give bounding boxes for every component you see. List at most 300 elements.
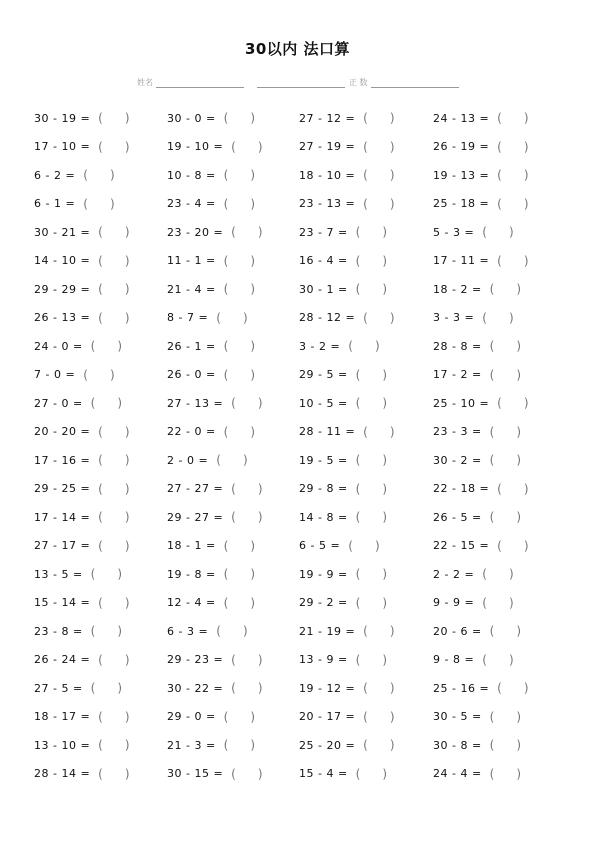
- problem-row: [0, 674, 595, 703]
- problem-expression: 3 - 2 =: [299, 339, 341, 353]
- problem-expression: 22 - 0 =: [167, 425, 216, 439]
- problem-item: [167, 275, 256, 304]
- problem-expression: 18 - 1 =: [167, 539, 216, 553]
- answer-blank[interactable]: ( ): [223, 595, 256, 610]
- problem-item: [34, 218, 130, 247]
- problem-item: [167, 532, 256, 561]
- answer-blank[interactable]: ( ): [216, 624, 249, 639]
- problem-item: [167, 560, 256, 589]
- problem-row: [0, 532, 595, 561]
- answer-blank[interactable]: ( ): [355, 766, 388, 781]
- problem-expression: 17 - 14 =: [34, 510, 91, 524]
- problem-expression: 12 - 4 =: [167, 596, 216, 610]
- problem-expression: 13 - 10 =: [34, 738, 91, 752]
- problem-item: [167, 361, 256, 390]
- answer-blank[interactable]: ( ): [216, 310, 249, 325]
- problem-expression: 5 - 3 =: [433, 225, 475, 239]
- answer-blank[interactable]: ( ): [231, 652, 264, 667]
- problem-expression: 25 - 10 =: [433, 396, 490, 410]
- answer-blank[interactable]: ( ): [231, 139, 264, 154]
- answer-blank[interactable]: ( ): [83, 168, 116, 183]
- score-label: 正 数: [349, 78, 368, 87]
- problem-expression: 17 - 11 =: [433, 254, 490, 268]
- problem-row: [0, 760, 595, 789]
- problem-expression: 24 - 0 =: [34, 339, 83, 353]
- problem-expression: 28 - 14 =: [34, 767, 91, 781]
- answer-blank[interactable]: ( ): [489, 766, 522, 781]
- problem-item: [299, 532, 380, 561]
- answer-blank[interactable]: ( ): [363, 424, 396, 439]
- problem-item: [299, 275, 388, 304]
- problem-item: [299, 304, 395, 333]
- problem-expression: 19 - 10 =: [167, 140, 224, 154]
- problem-item: [167, 161, 256, 190]
- problem-item: [299, 560, 388, 589]
- problem-item: [433, 332, 522, 361]
- answer-blank[interactable]: ( ): [223, 709, 256, 724]
- problem-item: [299, 190, 395, 219]
- problem-row: [0, 304, 595, 333]
- problem-row: [0, 104, 595, 133]
- answer-blank[interactable]: ( ): [348, 538, 381, 553]
- answer-blank[interactable]: ( ): [497, 538, 530, 553]
- problem-item: [433, 646, 514, 675]
- problem-expression: 13 - 5 =: [34, 567, 83, 581]
- answer-blank[interactable]: ( ): [216, 453, 249, 468]
- answer-blank[interactable]: ( ): [497, 253, 530, 268]
- problem-expression: 17 - 2 =: [433, 368, 482, 382]
- answer-blank[interactable]: ( ): [223, 196, 256, 211]
- problem-item: [167, 218, 263, 247]
- name-field[interactable]: [137, 74, 244, 88]
- answer-blank[interactable]: ( ): [482, 310, 515, 325]
- answer-blank[interactable]: ( ): [482, 225, 515, 240]
- problem-expression: 23 - 8 =: [34, 624, 83, 638]
- problem-expression: 19 - 12 =: [299, 681, 356, 695]
- answer-blank[interactable]: ( ): [489, 510, 522, 525]
- problem-row: [0, 361, 595, 390]
- problem-item: [167, 247, 256, 276]
- problem-item: [299, 646, 388, 675]
- problem-item: [167, 760, 263, 789]
- problem-item: [167, 190, 256, 219]
- answer-blank[interactable]: ( ): [98, 310, 131, 325]
- answer-blank[interactable]: ( ): [98, 111, 131, 126]
- answer-blank[interactable]: ( ): [223, 367, 256, 382]
- answer-blank[interactable]: ( ): [90, 396, 123, 411]
- problem-expression: 27 - 17 =: [34, 539, 91, 553]
- problem-item: [34, 104, 130, 133]
- problem-item: [167, 703, 256, 732]
- problem-item: [433, 133, 529, 162]
- problem-expression: 17 - 16 =: [34, 453, 91, 467]
- problem-item: [433, 218, 514, 247]
- problem-expression: 30 - 21 =: [34, 225, 91, 239]
- problem-expression: 30 - 2 =: [433, 453, 482, 467]
- problem-expression: 9 - 8 =: [433, 653, 475, 667]
- answer-blank[interactable]: ( ): [497, 681, 530, 696]
- answer-blank[interactable]: ( ): [489, 339, 522, 354]
- problem-item: [34, 161, 115, 190]
- problem-row: [0, 475, 595, 504]
- problem-item: [433, 731, 522, 760]
- problem-expression: 25 - 16 =: [433, 681, 490, 695]
- problem-expression: 29 - 0 =: [167, 710, 216, 724]
- answer-blank[interactable]: ( ): [98, 424, 131, 439]
- problem-row: [0, 446, 595, 475]
- answer-blank[interactable]: ( ): [98, 595, 131, 610]
- problem-item: [299, 218, 388, 247]
- answer-blank[interactable]: ( ): [355, 510, 388, 525]
- problem-expression: 29 - 2 =: [299, 596, 348, 610]
- answer-blank[interactable]: ( ): [83, 367, 116, 382]
- problem-expression: 20 - 20 =: [34, 425, 91, 439]
- problem-item: [299, 674, 395, 703]
- answer-blank[interactable]: ( ): [482, 567, 515, 582]
- score-field[interactable]: [257, 74, 459, 88]
- answer-blank[interactable]: ( ): [497, 481, 530, 496]
- problem-expression: 2 - 0 =: [167, 453, 209, 467]
- problem-item: [34, 646, 130, 675]
- answer-blank[interactable]: ( ): [223, 253, 256, 268]
- score-underline: [371, 77, 459, 88]
- problem-expression: 30 - 15 =: [167, 767, 224, 781]
- answer-blank[interactable]: ( ): [497, 396, 530, 411]
- problem-item: [167, 446, 248, 475]
- problem-item: [299, 446, 388, 475]
- problem-expression: 19 - 8 =: [167, 567, 216, 581]
- problem-expression: 30 - 19 =: [34, 111, 91, 125]
- problem-expression: 27 - 5 =: [34, 681, 83, 695]
- problem-expression: 10 - 8 =: [167, 168, 216, 182]
- problem-item: [299, 389, 388, 418]
- problem-expression: 26 - 5 =: [433, 510, 482, 524]
- answer-blank[interactable]: ( ): [497, 168, 530, 183]
- problem-row: [0, 332, 595, 361]
- answer-blank[interactable]: ( ): [98, 282, 131, 297]
- answer-blank[interactable]: ( ): [355, 225, 388, 240]
- problem-expression: 9 - 9 =: [433, 596, 475, 610]
- problem-item: [299, 247, 388, 276]
- answer-blank[interactable]: ( ): [489, 367, 522, 382]
- problem-expression: 21 - 19 =: [299, 624, 356, 638]
- answer-blank[interactable]: ( ): [489, 738, 522, 753]
- problem-expression: 3 - 3 =: [433, 311, 475, 325]
- problem-item: [433, 161, 529, 190]
- problem-expression: 29 - 23 =: [167, 653, 224, 667]
- answer-blank[interactable]: ( ): [223, 111, 256, 126]
- answer-blank[interactable]: ( ): [231, 396, 264, 411]
- answer-blank[interactable]: ( ): [482, 652, 515, 667]
- problem-item: [433, 190, 529, 219]
- answer-blank[interactable]: ( ): [98, 766, 131, 781]
- answer-blank[interactable]: ( ): [355, 282, 388, 297]
- problem-expression: 23 - 4 =: [167, 197, 216, 211]
- problem-item: [433, 674, 529, 703]
- problem-expression: 23 - 3 =: [433, 425, 482, 439]
- problem-expression: 27 - 12 =: [299, 111, 356, 125]
- answer-blank[interactable]: ( ): [363, 196, 396, 211]
- answer-blank[interactable]: ( ): [231, 225, 264, 240]
- problem-expression: 28 - 11 =: [299, 425, 356, 439]
- problem-item: [433, 418, 522, 447]
- problem-expression: 11 - 1 =: [167, 254, 216, 268]
- problem-item: [34, 589, 130, 618]
- problem-item: [167, 731, 256, 760]
- problem-item: [433, 503, 522, 532]
- problem-expression: 26 - 0 =: [167, 368, 216, 382]
- problem-expression: 30 - 22 =: [167, 681, 224, 695]
- problem-expression: 6 - 2 =: [34, 168, 76, 182]
- answer-blank[interactable]: ( ): [355, 396, 388, 411]
- answer-blank[interactable]: ( ): [363, 310, 396, 325]
- answer-blank[interactable]: ( ): [98, 225, 131, 240]
- problem-expression: 29 - 8 =: [299, 482, 348, 496]
- problem-item: [299, 617, 395, 646]
- problem-item: [433, 617, 522, 646]
- problem-expression: 29 - 5 =: [299, 368, 348, 382]
- problem-item: [433, 304, 514, 333]
- problem-item: [167, 104, 256, 133]
- problem-expression: 22 - 15 =: [433, 539, 490, 553]
- problem-expression: 6 - 3 =: [167, 624, 209, 638]
- answer-blank[interactable]: ( ): [489, 709, 522, 724]
- problem-item: [167, 589, 256, 618]
- answer-blank[interactable]: ( ): [231, 766, 264, 781]
- problem-item: [299, 475, 388, 504]
- problem-expression: 22 - 18 =: [433, 482, 490, 496]
- problem-item: [299, 133, 395, 162]
- answer-blank[interactable]: ( ): [355, 253, 388, 268]
- problem-item: [433, 361, 522, 390]
- problem-item: [34, 560, 123, 589]
- problem-expression: 25 - 20 =: [299, 738, 356, 752]
- problem-item: [34, 418, 130, 447]
- answer-blank[interactable]: ( ): [363, 624, 396, 639]
- answer-blank[interactable]: ( ): [98, 538, 131, 553]
- problem-item: [299, 161, 395, 190]
- problem-expression: 26 - 13 =: [34, 311, 91, 325]
- answer-blank[interactable]: ( ): [355, 367, 388, 382]
- problem-row: [0, 703, 595, 732]
- answer-blank[interactable]: ( ): [355, 567, 388, 582]
- answer-blank[interactable]: ( ): [363, 111, 396, 126]
- answer-blank[interactable]: ( ): [98, 510, 131, 525]
- problem-expression: 25 - 18 =: [433, 197, 490, 211]
- answer-blank[interactable]: ( ): [223, 339, 256, 354]
- problem-expression: 14 - 10 =: [34, 254, 91, 268]
- answer-blank[interactable]: ( ): [223, 567, 256, 582]
- problem-item: [167, 332, 256, 361]
- problem-item: [34, 389, 123, 418]
- answer-blank[interactable]: ( ): [363, 738, 396, 753]
- answer-blank[interactable]: ( ): [90, 339, 123, 354]
- problem-expression: 13 - 9 =: [299, 653, 348, 667]
- problem-row: [0, 589, 595, 618]
- problem-row: [0, 133, 595, 162]
- answer-blank[interactable]: ( ): [98, 481, 131, 496]
- answer-blank[interactable]: ( ): [489, 453, 522, 468]
- answer-blank[interactable]: ( ): [98, 253, 131, 268]
- problem-item: [34, 275, 130, 304]
- answer-blank[interactable]: ( ): [363, 139, 396, 154]
- problem-expression: 30 - 1 =: [299, 282, 348, 296]
- answer-blank[interactable]: ( ): [497, 196, 530, 211]
- problem-expression: 26 - 1 =: [167, 339, 216, 353]
- problem-item: [34, 475, 130, 504]
- answer-blank[interactable]: ( ): [223, 738, 256, 753]
- problem-expression: 14 - 8 =: [299, 510, 348, 524]
- problem-expression: 18 - 17 =: [34, 710, 91, 724]
- name-label: 姓名: [137, 78, 153, 87]
- problem-item: [167, 418, 256, 447]
- answer-blank[interactable]: ( ): [223, 424, 256, 439]
- problem-item: [433, 446, 522, 475]
- problem-item: [433, 703, 522, 732]
- page-title: 30以内 法口算: [244, 40, 351, 58]
- answer-blank[interactable]: ( ): [90, 567, 123, 582]
- answer-blank[interactable]: ( ): [231, 481, 264, 496]
- problem-item: [34, 332, 123, 361]
- answer-blank[interactable]: ( ): [98, 652, 131, 667]
- problem-row: [0, 218, 595, 247]
- problem-grid: [0, 104, 595, 788]
- problem-item: [34, 190, 115, 219]
- problem-item: [34, 446, 130, 475]
- problem-row: [0, 161, 595, 190]
- problem-expression: 29 - 29 =: [34, 282, 91, 296]
- problem-item: [34, 247, 130, 276]
- answer-blank[interactable]: ( ): [489, 624, 522, 639]
- problem-item: [299, 361, 388, 390]
- answer-blank[interactable]: ( ): [90, 624, 123, 639]
- answer-blank[interactable]: ( ): [90, 681, 123, 696]
- problem-expression: 7 - 0 =: [34, 368, 76, 382]
- problem-expression: 24 - 4 =: [433, 767, 482, 781]
- problem-expression: 20 - 6 =: [433, 624, 482, 638]
- problem-expression: 21 - 4 =: [167, 282, 216, 296]
- problem-item: [167, 674, 263, 703]
- problem-expression: 6 - 1 =: [34, 197, 76, 211]
- problem-row: [0, 190, 595, 219]
- problem-expression: 2 - 2 =: [433, 567, 475, 581]
- problem-item: [299, 503, 388, 532]
- problem-row: [0, 731, 595, 760]
- problem-expression: 21 - 3 =: [167, 738, 216, 752]
- problem-item: [34, 133, 130, 162]
- problem-expression: 15 - 4 =: [299, 767, 348, 781]
- answer-blank[interactable]: ( ): [363, 709, 396, 724]
- problem-item: [433, 589, 514, 618]
- problem-expression: 29 - 25 =: [34, 482, 91, 496]
- problem-expression: 27 - 13 =: [167, 396, 224, 410]
- problem-item: [299, 104, 395, 133]
- problem-row: [0, 646, 595, 675]
- problem-item: [433, 389, 529, 418]
- problem-expression: 27 - 0 =: [34, 396, 83, 410]
- answer-blank[interactable]: ( ): [363, 168, 396, 183]
- answer-blank[interactable]: ( ): [348, 339, 381, 354]
- problem-expression: 19 - 5 =: [299, 453, 348, 467]
- problem-item: [34, 532, 130, 561]
- answer-blank[interactable]: ( ): [231, 681, 264, 696]
- problem-item: [299, 589, 388, 618]
- answer-blank[interactable]: ( ): [355, 595, 388, 610]
- problem-item: [34, 703, 130, 732]
- problem-item: [299, 760, 388, 789]
- problem-row: [0, 247, 595, 276]
- problem-expression: 10 - 5 =: [299, 396, 348, 410]
- answer-blank[interactable]: ( ): [98, 453, 131, 468]
- answer-blank[interactable]: ( ): [355, 652, 388, 667]
- problem-expression: 23 - 13 =: [299, 197, 356, 211]
- problem-item: [167, 133, 263, 162]
- answer-blank[interactable]: ( ): [98, 709, 131, 724]
- answer-blank[interactable]: ( ): [223, 538, 256, 553]
- problem-item: [34, 361, 115, 390]
- problem-item: [433, 532, 529, 561]
- problem-expression: 8 - 7 =: [167, 311, 209, 325]
- problem-expression: 6 - 5 =: [299, 539, 341, 553]
- problem-item: [433, 560, 514, 589]
- problem-item: [299, 418, 395, 447]
- problem-item: [433, 760, 522, 789]
- answer-blank[interactable]: ( ): [98, 139, 131, 154]
- problem-expression: 27 - 27 =: [167, 482, 224, 496]
- problem-expression: 28 - 8 =: [433, 339, 482, 353]
- problem-item: [167, 503, 263, 532]
- problem-item: [433, 275, 522, 304]
- problem-item: [34, 617, 123, 646]
- problem-expression: 26 - 24 =: [34, 653, 91, 667]
- problem-item: [433, 247, 529, 276]
- problem-item: [299, 332, 380, 361]
- problem-row: [0, 418, 595, 447]
- problem-item: [34, 674, 123, 703]
- answer-blank[interactable]: ( ): [497, 111, 530, 126]
- answer-blank[interactable]: ( ): [355, 453, 388, 468]
- problem-item: [167, 389, 263, 418]
- problem-item: [167, 646, 263, 675]
- answer-blank[interactable]: ( ): [482, 595, 515, 610]
- answer-blank[interactable]: ( ): [83, 196, 116, 211]
- answer-blank[interactable]: ( ): [223, 168, 256, 183]
- problem-expression: 26 - 19 =: [433, 140, 490, 154]
- problem-expression: 16 - 4 =: [299, 254, 348, 268]
- answer-blank[interactable]: ( ): [355, 481, 388, 496]
- answer-blank[interactable]: ( ): [231, 510, 264, 525]
- answer-blank[interactable]: ( ): [363, 681, 396, 696]
- problem-item: [433, 475, 529, 504]
- problem-row: [0, 389, 595, 418]
- score-pre-underline: [257, 77, 345, 88]
- answer-blank[interactable]: ( ): [98, 738, 131, 753]
- problem-item: [167, 304, 248, 333]
- answer-blank[interactable]: ( ): [489, 282, 522, 297]
- problem-item: [34, 760, 130, 789]
- problem-row: [0, 275, 595, 304]
- problem-item: [167, 617, 248, 646]
- problem-expression: 18 - 2 =: [433, 282, 482, 296]
- problem-expression: 29 - 27 =: [167, 510, 224, 524]
- problem-row: [0, 617, 595, 646]
- name-underline: [156, 77, 244, 88]
- answer-blank[interactable]: ( ): [223, 282, 256, 297]
- problem-expression: 24 - 13 =: [433, 111, 490, 125]
- answer-blank[interactable]: ( ): [497, 139, 530, 154]
- answer-blank[interactable]: ( ): [489, 424, 522, 439]
- problem-row: [0, 560, 595, 589]
